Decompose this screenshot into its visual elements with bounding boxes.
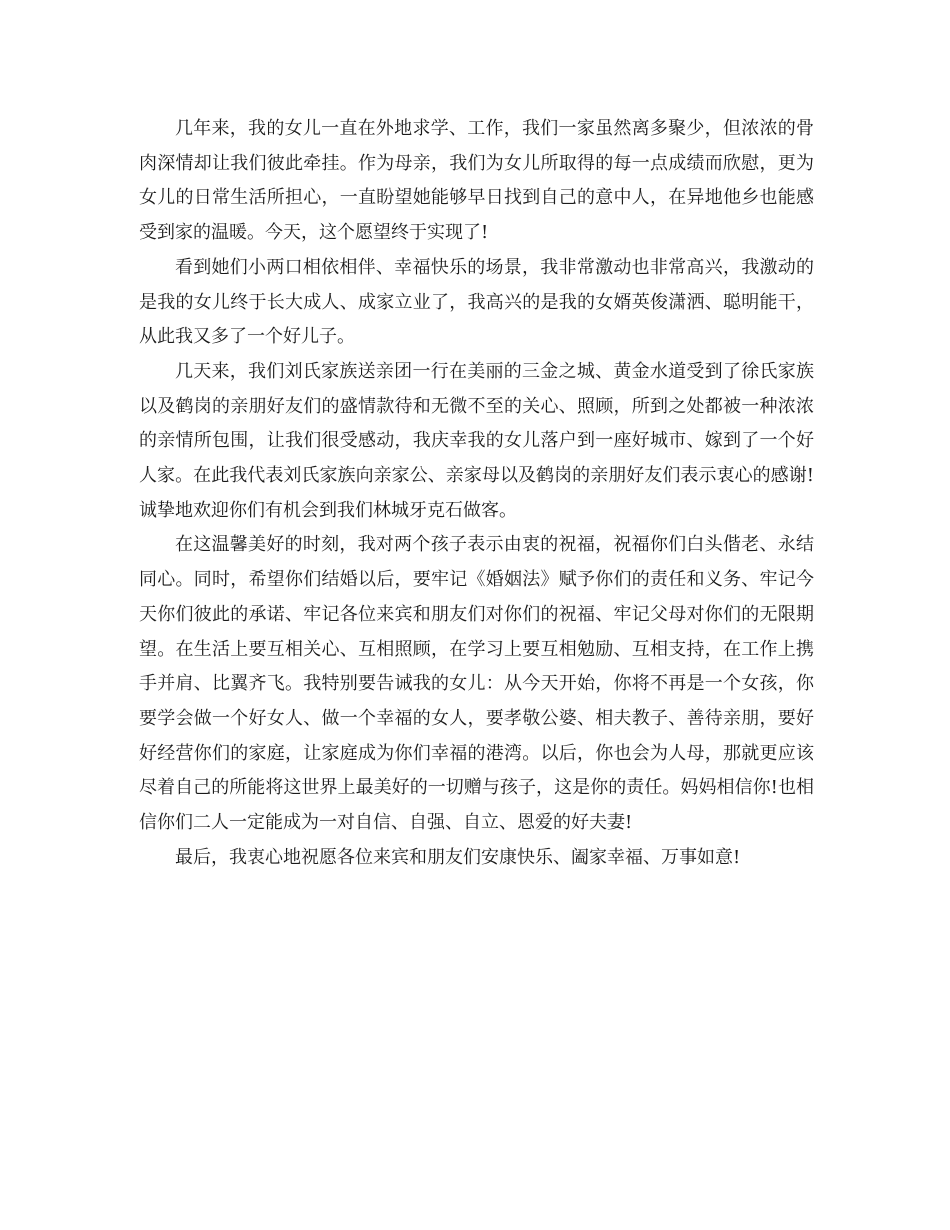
paragraph-3: 几天来，我们刘氏家族送亲团一行在美丽的三金之城、黄金水道受到了徐氏家族以及鹤岗的亲朋好友们的盛情款待和无微不至的关心、照顾，所到之处都被一种浓浓的亲情所包围，让我们很受感动，我庆幸我的女儿落户到一座好城市、嫁到了一个好人家。在此我代表刘氏家族向亲家公、亲家母以及鹤岗的亲朋好友们表示衷心的感谢!诚挚地欢迎你们有机会到我们林城牙克石做客。 <box>139 360 814 521</box>
document-body <box>139 112 814 875</box>
paragraph-5: 最后，我衷心地祝愿各位来宾和朋友们安康快乐、阖家幸福、万事如意! <box>175 846 741 868</box>
paragraph-1: 几年来，我的女儿一直在外地求学、工作，我们一家虽然离多聚少，但浓浓的骨肉深情却让我们彼此牵挂。作为母亲，我们为女儿所取得的每一点成绩而欣慰，更为女儿的日常生活所担心，一直盼望她能够早日找到自己的意中人，在异地他乡也能感受到家的温暖。今天，这个愿望终于实现了! <box>139 118 814 244</box>
paragraph-2: 看到她们小两口相依相伴、幸福快乐的场景，我非常激动也非常高兴，我激动的是我的女儿终于长大成人、成家立业了，我高兴的是我的女婿英俊潇洒、聪明能干，从此我又多了一个好儿子。 <box>139 256 814 348</box>
paragraph-4: 在这温馨美好的时刻，我对两个孩子表示由衷的祝福，祝福你们白头偕老、永结同心。同时，希望你们结婚以后，要牢记《婚姻法》赋予你们的责任和义务、牢记今天你们彼此的承诺、牢记各位来宾和朋友们对你们的祝福、牢记父母对你们的无限期望。在生活上要互相关心、互相照顾，在学习上要互相勉励、互相支持，在工作上携手并肩、比翼齐飞。我特别要告诫我的女儿：从今天开始，你将不再是一个女孩，你要学会做一个好女人、做一个幸福的女人，要孝敬公婆、相夫教子、善待亲朋，要好好经营你们的家庭，让家庭成为你们幸福的港湾。以后，你也会为人母，那就更应该尽着自己的所能将这世界上最美好的一切赠与孩子，这是你的责任。妈妈相信你!也相信你们二人一定能成为一对自信、自强、自立、恩爱的好夫妻! <box>139 534 814 834</box>
